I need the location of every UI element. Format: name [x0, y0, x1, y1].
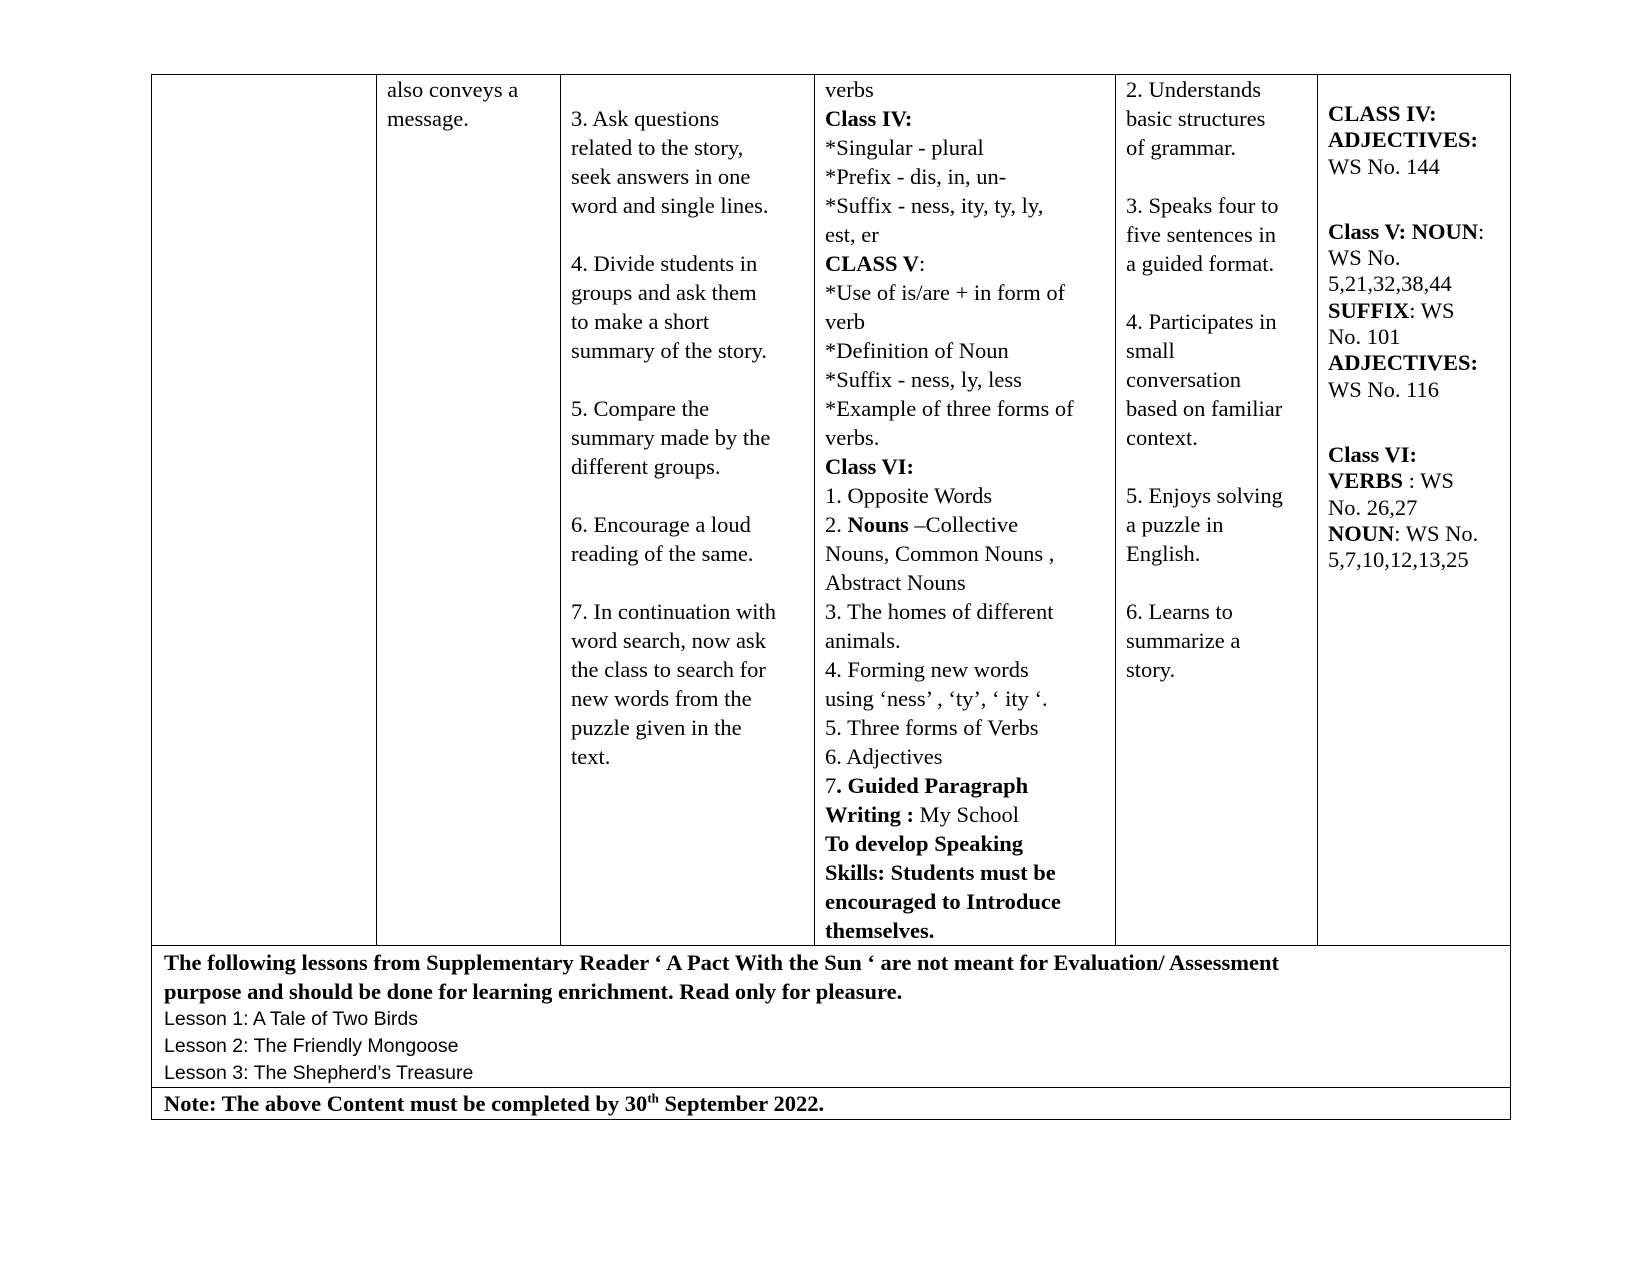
list-item: Lesson 2: The Friendly Mongoose [164, 1035, 459, 1057]
table-row [152, 1088, 1511, 1120]
class-vi-heading: Class VI: [825, 454, 914, 479]
list-item: 6. Learns to [1126, 599, 1233, 624]
col-objective: also conveys a message. [377, 75, 561, 946]
list-item: 6. Encourage a loud [571, 512, 751, 537]
list-item: 5. Enjoys solving [1126, 483, 1283, 508]
col-activities: 3. Ask questions related to the story, seek answers in one word and single lines. 4. Divide students in groups and ask them to make a short summary of the story. 5. Compare the summary made by the different groups. 6. Encourage a loud reading of the same. 7. In continuation with word search, now ask the class to search for new words from the puzzle given in the text. [561, 75, 815, 946]
col-worksheets: CLASS IV: ADJECTIVES: WS No. 144 Class V: NOUN: WS No. 5,21,32,38,44 SUFFIX: WS No. 101 ADJECTIVES: WS No. 116 Class VI: VERBS : WS No. 26,27 NOUN: WS No. 5,7,10,12,13,25 [1318, 75, 1511, 946]
table-row [152, 946, 1511, 1088]
list-item: 5. Compare the [571, 396, 710, 421]
col-outcomes: 2. Understands basic structures of grammar. 3. Speaks four to five sentences in a guided format. 4. Participates in small conversation based on familiar context. 5. Enjoys solving a puzzle in English. 6. Learns to summarize a story. [1116, 75, 1318, 946]
list-item: 4. Participates in [1126, 309, 1277, 334]
col-empty [152, 75, 377, 946]
list-item: Lesson 1: A Tale of Two Birds [164, 1008, 419, 1030]
completion-note: Note: The above Content must be completed by 30th September 2022. [152, 1088, 1511, 1120]
syllabus-table [151, 74, 1511, 1120]
supplementary-note: The following lessons from Supplementary Reader ‘ A Pact With the Sun ‘ are not meant for Evaluation/ Assessment purpose and should be done for learning enrichment. Read only for pleasure. Lesson 1: A Tale of Two Birds Lesson 2: The Friendly Mongoose Lesson 3: The Shepherd’s Treasure [152, 946, 1511, 1088]
class-iv-heading: Class IV: [825, 106, 913, 131]
table-row [152, 75, 1511, 946]
class-v-heading: CLASS V [825, 251, 919, 276]
list-item: 4. Divide students in [571, 251, 758, 276]
list-item: 3. Speaks four to [1126, 193, 1279, 218]
list-item: 3. Ask questions [571, 106, 720, 131]
list-item: 7. In continuation with [571, 599, 776, 624]
list-item: Lesson 3: The Shepherd’s Treasure [164, 1062, 474, 1084]
list-item: 2. Understands [1126, 77, 1261, 102]
col-grammar: verbs Class IV: *Singular - plural *Prefix - dis, in, un- *Suffix - ness, ity, ty, ly, est, er CLASS V: *Use of is/are + in form of verb *Definition of Noun *Suffix - ness, ly, less *Example of three forms of verbs. Class VI: 1. Opposite Words 2. Nouns –Collective Nouns, Common Nouns , Abstract Nouns 3. The homes of different animals. 4. Forming new words using ‘ness’ , ‘ty’, ‘ ity ‘. 5. Three forms of Verbs 6. Adjectives 7. Guided Paragraph Writing : My School To develop Speaking Skills: Students must be encouraged to Introduce themselves. [815, 75, 1116, 946]
